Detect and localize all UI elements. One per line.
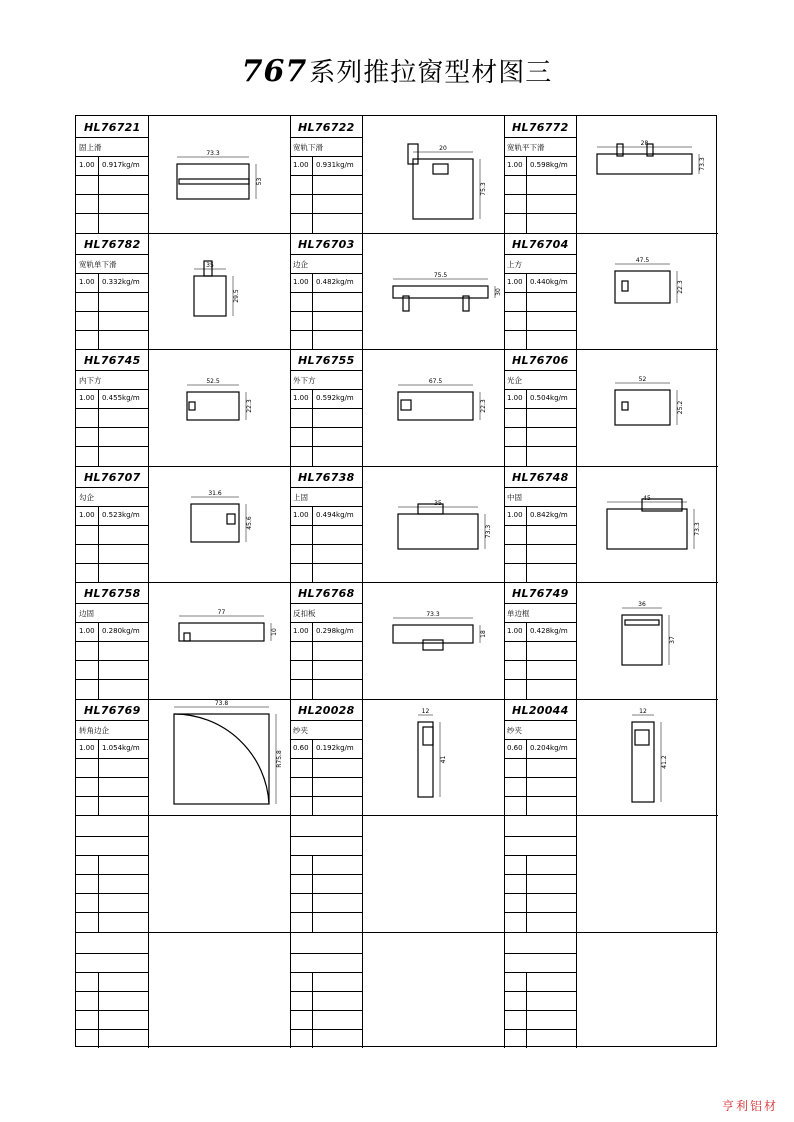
unit-weight: 0.523kg/m	[102, 510, 140, 519]
profile-code: HL76706	[512, 354, 569, 367]
grid-line-vertical	[312, 739, 313, 816]
dimension-label: 18	[480, 630, 487, 638]
grid-line-horizontal	[290, 836, 362, 837]
profile-name: 宽轨下滑	[293, 143, 323, 152]
wall-thickness: 1.00	[507, 510, 523, 519]
grid-line-horizontal	[290, 563, 362, 564]
grid-line-horizontal	[76, 796, 148, 797]
dimension-label: 22.3	[246, 399, 253, 413]
profile-drawing-hl76782	[149, 236, 289, 346]
grid-line-horizontal	[76, 233, 718, 234]
unit-weight: 1.054kg/m	[102, 743, 140, 752]
grid-line-horizontal	[290, 603, 362, 604]
page-title	[0, 52, 794, 89]
profile-name: 宽轨平下滑	[507, 143, 545, 152]
profile-name: 内下方	[79, 376, 102, 385]
grid-line-horizontal	[76, 660, 148, 661]
grid-line-horizontal	[76, 311, 148, 312]
grid-line-horizontal	[290, 137, 362, 138]
dimension-label: 35	[206, 261, 214, 269]
grid-line-horizontal	[290, 408, 362, 409]
dimension-label: 37	[669, 636, 676, 644]
grid-line-horizontal	[76, 544, 148, 545]
unit-weight: 0.332kg/m	[102, 277, 140, 286]
grid-line-horizontal	[504, 563, 576, 564]
grid-line-vertical	[98, 622, 99, 699]
grid-line-horizontal	[290, 156, 362, 157]
grid-line-horizontal	[76, 525, 148, 526]
profile-code: HL20028	[298, 703, 355, 717]
profile-drawing-hl76768	[363, 585, 503, 695]
grid-line-vertical	[526, 855, 527, 932]
unit-weight: 0.592kg/m	[316, 394, 354, 402]
wall-thickness: 1.00	[79, 161, 95, 169]
dimension-label: 45	[643, 494, 651, 502]
profile-code: HL76704	[512, 237, 569, 251]
profile-drawing-hl76772	[577, 119, 717, 229]
grid-line-horizontal	[504, 603, 576, 604]
grid-line-horizontal	[504, 953, 576, 954]
profile-code: HL76749	[512, 587, 569, 600]
grid-line-vertical	[98, 972, 99, 1049]
grid-line-horizontal	[504, 213, 576, 214]
grid-line-vertical	[526, 622, 527, 699]
unit-weight: 0.455kg/m	[102, 394, 140, 402]
profile-name: 纱夹	[507, 725, 522, 735]
grid-line-horizontal	[76, 427, 148, 428]
grid-line-horizontal	[76, 739, 148, 740]
dimension-label: 28	[640, 140, 649, 147]
dimension-label: 22.3	[480, 399, 487, 413]
profile-code: HL20044	[512, 703, 569, 717]
grid-line-horizontal	[76, 175, 148, 176]
grid-line-horizontal	[504, 660, 576, 661]
grid-line-vertical	[362, 815, 363, 932]
wall-thickness: 1.00	[79, 394, 95, 402]
grid-line-horizontal	[504, 194, 576, 195]
grid-line-horizontal	[290, 720, 362, 721]
grid-line-horizontal	[504, 758, 576, 759]
profile-code: HL76768	[298, 587, 355, 600]
wall-thickness: 0.60	[293, 743, 309, 752]
grid-line-horizontal	[76, 137, 148, 138]
grid-line-horizontal	[76, 506, 148, 507]
grid-line-horizontal	[504, 487, 576, 488]
grid-line-vertical	[312, 273, 313, 350]
dimension-label: 73.3	[206, 150, 220, 157]
grid-line-horizontal	[76, 972, 148, 973]
dimension-label: 30	[495, 287, 502, 296]
grid-line-horizontal	[76, 758, 148, 759]
dimension-label: 47.5	[635, 256, 650, 264]
wall-thickness: 0.60	[507, 743, 523, 752]
grid-line-horizontal	[290, 446, 362, 447]
dimension-label: 73.3	[699, 157, 706, 171]
wall-thickness: 1.00	[79, 277, 95, 286]
grid-line-horizontal	[504, 506, 576, 507]
grid-line-horizontal	[504, 972, 576, 973]
company-footer: 亨利铝材	[721, 1099, 778, 1113]
wall-thickness: 1.00	[293, 161, 309, 169]
grid-line-vertical	[148, 815, 149, 932]
grid-line-horizontal	[76, 1010, 148, 1011]
grid-line-horizontal	[504, 874, 576, 875]
dimension-label: 31.6	[208, 489, 222, 497]
grid-line-horizontal	[290, 758, 362, 759]
grid-line-horizontal	[290, 739, 362, 740]
profile-name: 边企	[293, 259, 308, 269]
grid-line-vertical	[312, 389, 313, 466]
unit-weight: 0.842kg/m	[530, 510, 568, 519]
grid-line-horizontal	[290, 487, 362, 488]
unit-weight: 0.280kg/m	[102, 627, 140, 635]
dimension-label: 29.5	[233, 288, 240, 303]
dimension-label: 41.2	[661, 754, 668, 769]
grid-line-horizontal	[76, 582, 718, 583]
unit-weight: 0.598kg/m	[530, 161, 568, 169]
dimension-label: 73.3	[426, 611, 440, 618]
grid-line-vertical	[526, 389, 527, 466]
profile-drawing-hl76704	[577, 236, 717, 346]
unit-weight: 0.917kg/m	[102, 161, 140, 169]
grid-line-horizontal	[504, 330, 576, 331]
grid-line-horizontal	[76, 213, 148, 214]
title-text: 系列推拉窗型材图三	[309, 58, 553, 88]
dimension-label: 45.6	[246, 515, 253, 530]
grid-line-horizontal	[76, 855, 148, 856]
grid-line-horizontal	[504, 836, 576, 837]
grid-line-horizontal	[290, 912, 362, 913]
profile-name: 边固	[79, 609, 94, 618]
profile-name: 纱夹	[293, 725, 308, 735]
grid-line-vertical	[98, 156, 99, 233]
profile-drawing-hl76703	[363, 236, 503, 346]
dimension-label: 53	[256, 177, 263, 186]
dimension-label: 52	[638, 376, 647, 383]
grid-line-horizontal	[290, 622, 362, 623]
profile-name: 中固	[507, 492, 522, 502]
grid-line-horizontal	[76, 446, 148, 447]
profile-name: 反扣板	[293, 609, 316, 618]
wall-thickness: 1.00	[79, 510, 95, 519]
grid-line-vertical	[526, 273, 527, 350]
grid-line-horizontal	[76, 603, 148, 604]
grid-line-horizontal	[290, 679, 362, 680]
grid-line-horizontal	[290, 525, 362, 526]
grid-line-horizontal	[504, 273, 576, 274]
profile-code: HL76782	[84, 237, 141, 251]
grid-line-horizontal	[504, 739, 576, 740]
grid-line-vertical	[98, 273, 99, 350]
grid-line-horizontal	[290, 370, 362, 371]
grid-line-horizontal	[290, 1029, 362, 1030]
dimension-label: 22.3	[677, 279, 684, 294]
profile-name: 上固	[293, 492, 308, 502]
grid-line-horizontal	[76, 699, 718, 700]
profile-code: HL76772	[512, 121, 569, 134]
profile-name: 勾企	[79, 492, 94, 502]
dimension-label: 77	[217, 609, 226, 616]
unit-weight: 0.504kg/m	[530, 394, 568, 402]
grid-line-horizontal	[290, 330, 362, 331]
dimension-label: 12	[421, 707, 430, 715]
grid-line-horizontal	[504, 622, 576, 623]
grid-line-horizontal	[76, 912, 148, 913]
grid-line-horizontal	[290, 544, 362, 545]
grid-line-horizontal	[504, 389, 576, 390]
grid-line-horizontal	[76, 720, 148, 721]
profile-drawing-hl20044	[577, 702, 717, 812]
grid-line-vertical	[312, 972, 313, 1049]
wall-thickness: 1.00	[507, 394, 523, 402]
grid-line-horizontal	[290, 273, 362, 274]
profile-drawing-hl76706	[577, 352, 717, 462]
profile-code: HL76721	[84, 121, 141, 134]
unit-weight: 0.440kg/m	[530, 277, 568, 286]
grid-line-horizontal	[290, 175, 362, 176]
profile-drawing-hl20028	[363, 702, 503, 812]
grid-line-horizontal	[290, 972, 362, 973]
wall-thickness: 1.00	[507, 277, 523, 286]
profile-sheet	[75, 115, 717, 1047]
grid-line-vertical	[526, 972, 527, 1049]
profile-drawing-hl76707	[149, 469, 289, 579]
grid-line-horizontal	[290, 213, 362, 214]
profile-name: 外下方	[293, 376, 316, 385]
grid-line-vertical	[312, 855, 313, 932]
profile-drawing-hl76748	[577, 469, 717, 579]
wall-thickness: 1.00	[293, 394, 309, 402]
grid-line-vertical	[576, 815, 577, 932]
profile-drawing-hl76769	[149, 699, 289, 812]
wall-thickness: 1.00	[293, 627, 309, 635]
grid-line-vertical	[312, 506, 313, 583]
grid-line-horizontal	[504, 893, 576, 894]
grid-line-horizontal	[76, 641, 148, 642]
grid-line-horizontal	[504, 1029, 576, 1030]
grid-line-vertical	[526, 739, 527, 816]
unit-weight: 0.494kg/m	[316, 510, 354, 519]
grid-line-vertical	[98, 855, 99, 932]
profile-code: HL76703	[298, 237, 355, 251]
unit-weight: 0.298kg/m	[316, 627, 354, 635]
dimension-label: 41	[440, 755, 447, 763]
grid-line-horizontal	[76, 953, 148, 954]
profile-drawing-hl76738	[363, 469, 503, 579]
grid-line-horizontal	[504, 912, 576, 913]
grid-line-horizontal	[76, 487, 148, 488]
grid-line-horizontal	[290, 874, 362, 875]
profile-code: HL76745	[84, 354, 141, 367]
grid-line-horizontal	[290, 641, 362, 642]
grid-line-horizontal	[290, 991, 362, 992]
grid-line-horizontal	[504, 408, 576, 409]
grid-line-horizontal	[290, 660, 362, 661]
grid-line-horizontal	[504, 311, 576, 312]
grid-line-horizontal	[504, 796, 576, 797]
unit-weight: 0.192kg/m	[316, 743, 354, 752]
dimension-label: R75.8	[276, 749, 283, 768]
grid-line-horizontal	[504, 855, 576, 856]
wall-thickness: 1.00	[79, 627, 95, 635]
unit-weight: 0.428kg/m	[530, 627, 568, 635]
grid-line-vertical	[526, 156, 527, 233]
dimension-label: 73.8	[214, 699, 229, 707]
grid-line-horizontal	[504, 156, 576, 157]
grid-line-horizontal	[290, 254, 362, 255]
grid-line-horizontal	[290, 194, 362, 195]
grid-line-horizontal	[290, 427, 362, 428]
unit-weight: 0.482kg/m	[316, 277, 354, 286]
grid-line-horizontal	[76, 932, 718, 933]
grid-line-horizontal	[504, 641, 576, 642]
profile-name: 转角边企	[79, 725, 109, 735]
grid-line-horizontal	[290, 953, 362, 954]
grid-line-vertical	[576, 932, 577, 1049]
wall-thickness: 1.00	[79, 743, 95, 752]
grid-line-horizontal	[76, 389, 148, 390]
unit-weight: 0.931kg/m	[316, 161, 354, 169]
grid-line-horizontal	[76, 370, 148, 371]
grid-line-horizontal	[504, 254, 576, 255]
grid-line-horizontal	[290, 311, 362, 312]
grid-line-horizontal	[504, 991, 576, 992]
profile-code: HL76769	[84, 703, 141, 717]
dimension-label: 12	[639, 707, 647, 715]
profile-name: 上方	[507, 259, 522, 269]
grid-line-horizontal	[290, 893, 362, 894]
dimension-label: 10	[271, 628, 278, 636]
grid-line-horizontal	[76, 466, 718, 467]
profile-drawing-hl76721	[149, 119, 289, 229]
wall-thickness: 1.00	[507, 627, 523, 635]
dimension-label: 36	[638, 601, 646, 608]
profile-drawing-hl76745	[149, 352, 289, 462]
grid-line-vertical	[148, 932, 149, 1049]
grid-line-vertical	[362, 932, 363, 1049]
grid-line-horizontal	[76, 777, 148, 778]
profile-name: 光企	[507, 376, 522, 385]
profile-name: 固上滑	[79, 143, 102, 152]
grid-line-vertical	[312, 622, 313, 699]
grid-line-horizontal	[504, 544, 576, 545]
grid-line-horizontal	[290, 389, 362, 390]
profile-code: HL76707	[84, 470, 141, 484]
grid-line-horizontal	[76, 679, 148, 680]
profile-code: HL76738	[298, 470, 355, 484]
profile-drawing-hl76722	[363, 119, 503, 229]
grid-line-horizontal	[76, 893, 148, 894]
grid-line-horizontal	[76, 194, 148, 195]
grid-line-horizontal	[76, 292, 148, 293]
grid-line-horizontal	[504, 525, 576, 526]
grid-line-horizontal	[290, 1010, 362, 1011]
wall-thickness: 1.00	[293, 510, 309, 519]
grid-line-vertical	[98, 739, 99, 816]
grid-line-horizontal	[76, 815, 718, 816]
profile-code: HL76755	[298, 354, 355, 367]
grid-line-horizontal	[290, 796, 362, 797]
grid-line-horizontal	[504, 446, 576, 447]
profile-code: HL76722	[298, 121, 355, 134]
series-number: 767	[241, 54, 308, 89]
profile-drawing-hl76755	[363, 352, 503, 462]
grid-line-horizontal	[290, 855, 362, 856]
grid-line-horizontal	[76, 874, 148, 875]
grid-line-horizontal	[76, 408, 148, 409]
grid-line-horizontal	[504, 679, 576, 680]
profile-drawing-hl76758	[149, 585, 289, 695]
dimension-label: 73.3	[694, 521, 701, 536]
dimension-label: 73.3	[485, 524, 492, 538]
grid-line-horizontal	[76, 273, 148, 274]
grid-line-horizontal	[76, 1029, 148, 1030]
grid-line-horizontal	[76, 254, 148, 255]
grid-line-horizontal	[504, 370, 576, 371]
grid-line-horizontal	[290, 777, 362, 778]
grid-line-horizontal	[76, 622, 148, 623]
wall-thickness: 1.00	[293, 277, 309, 286]
grid-line-horizontal	[504, 427, 576, 428]
grid-line-vertical	[98, 506, 99, 583]
grid-line-horizontal	[504, 720, 576, 721]
grid-line-vertical	[312, 156, 313, 233]
grid-line-horizontal	[76, 836, 148, 837]
grid-line-horizontal	[504, 777, 576, 778]
grid-line-horizontal	[504, 137, 576, 138]
grid-line-horizontal	[504, 175, 576, 176]
grid-line-horizontal	[76, 563, 148, 564]
grid-line-horizontal	[504, 1010, 576, 1011]
profile-code: HL76748	[512, 470, 569, 484]
grid-line-horizontal	[290, 292, 362, 293]
grid-line-vertical	[526, 506, 527, 583]
grid-line-horizontal	[76, 991, 148, 992]
dimension-label: 52.5	[206, 378, 220, 385]
profile-name: 宽轨单下滑	[79, 259, 117, 269]
profile-drawing-hl76749	[577, 585, 717, 695]
profile-name: 单边框	[507, 609, 530, 618]
dimension-label: 35	[434, 499, 442, 507]
grid-line-horizontal	[76, 330, 148, 331]
grid-line-horizontal	[76, 349, 718, 350]
dimension-label: 75.5	[433, 271, 448, 279]
dimension-label: 67.5	[428, 378, 443, 385]
dimension-label: 75.3	[480, 182, 487, 196]
grid-line-horizontal	[504, 292, 576, 293]
grid-line-horizontal	[76, 156, 148, 157]
profile-code: HL76758	[84, 587, 141, 600]
dimension-label: 20	[439, 145, 447, 152]
grid-line-horizontal	[290, 506, 362, 507]
grid-line-vertical	[98, 389, 99, 466]
wall-thickness: 1.00	[507, 161, 523, 169]
dimension-label: 25.2	[677, 400, 684, 415]
unit-weight: 0.204kg/m	[530, 743, 568, 752]
